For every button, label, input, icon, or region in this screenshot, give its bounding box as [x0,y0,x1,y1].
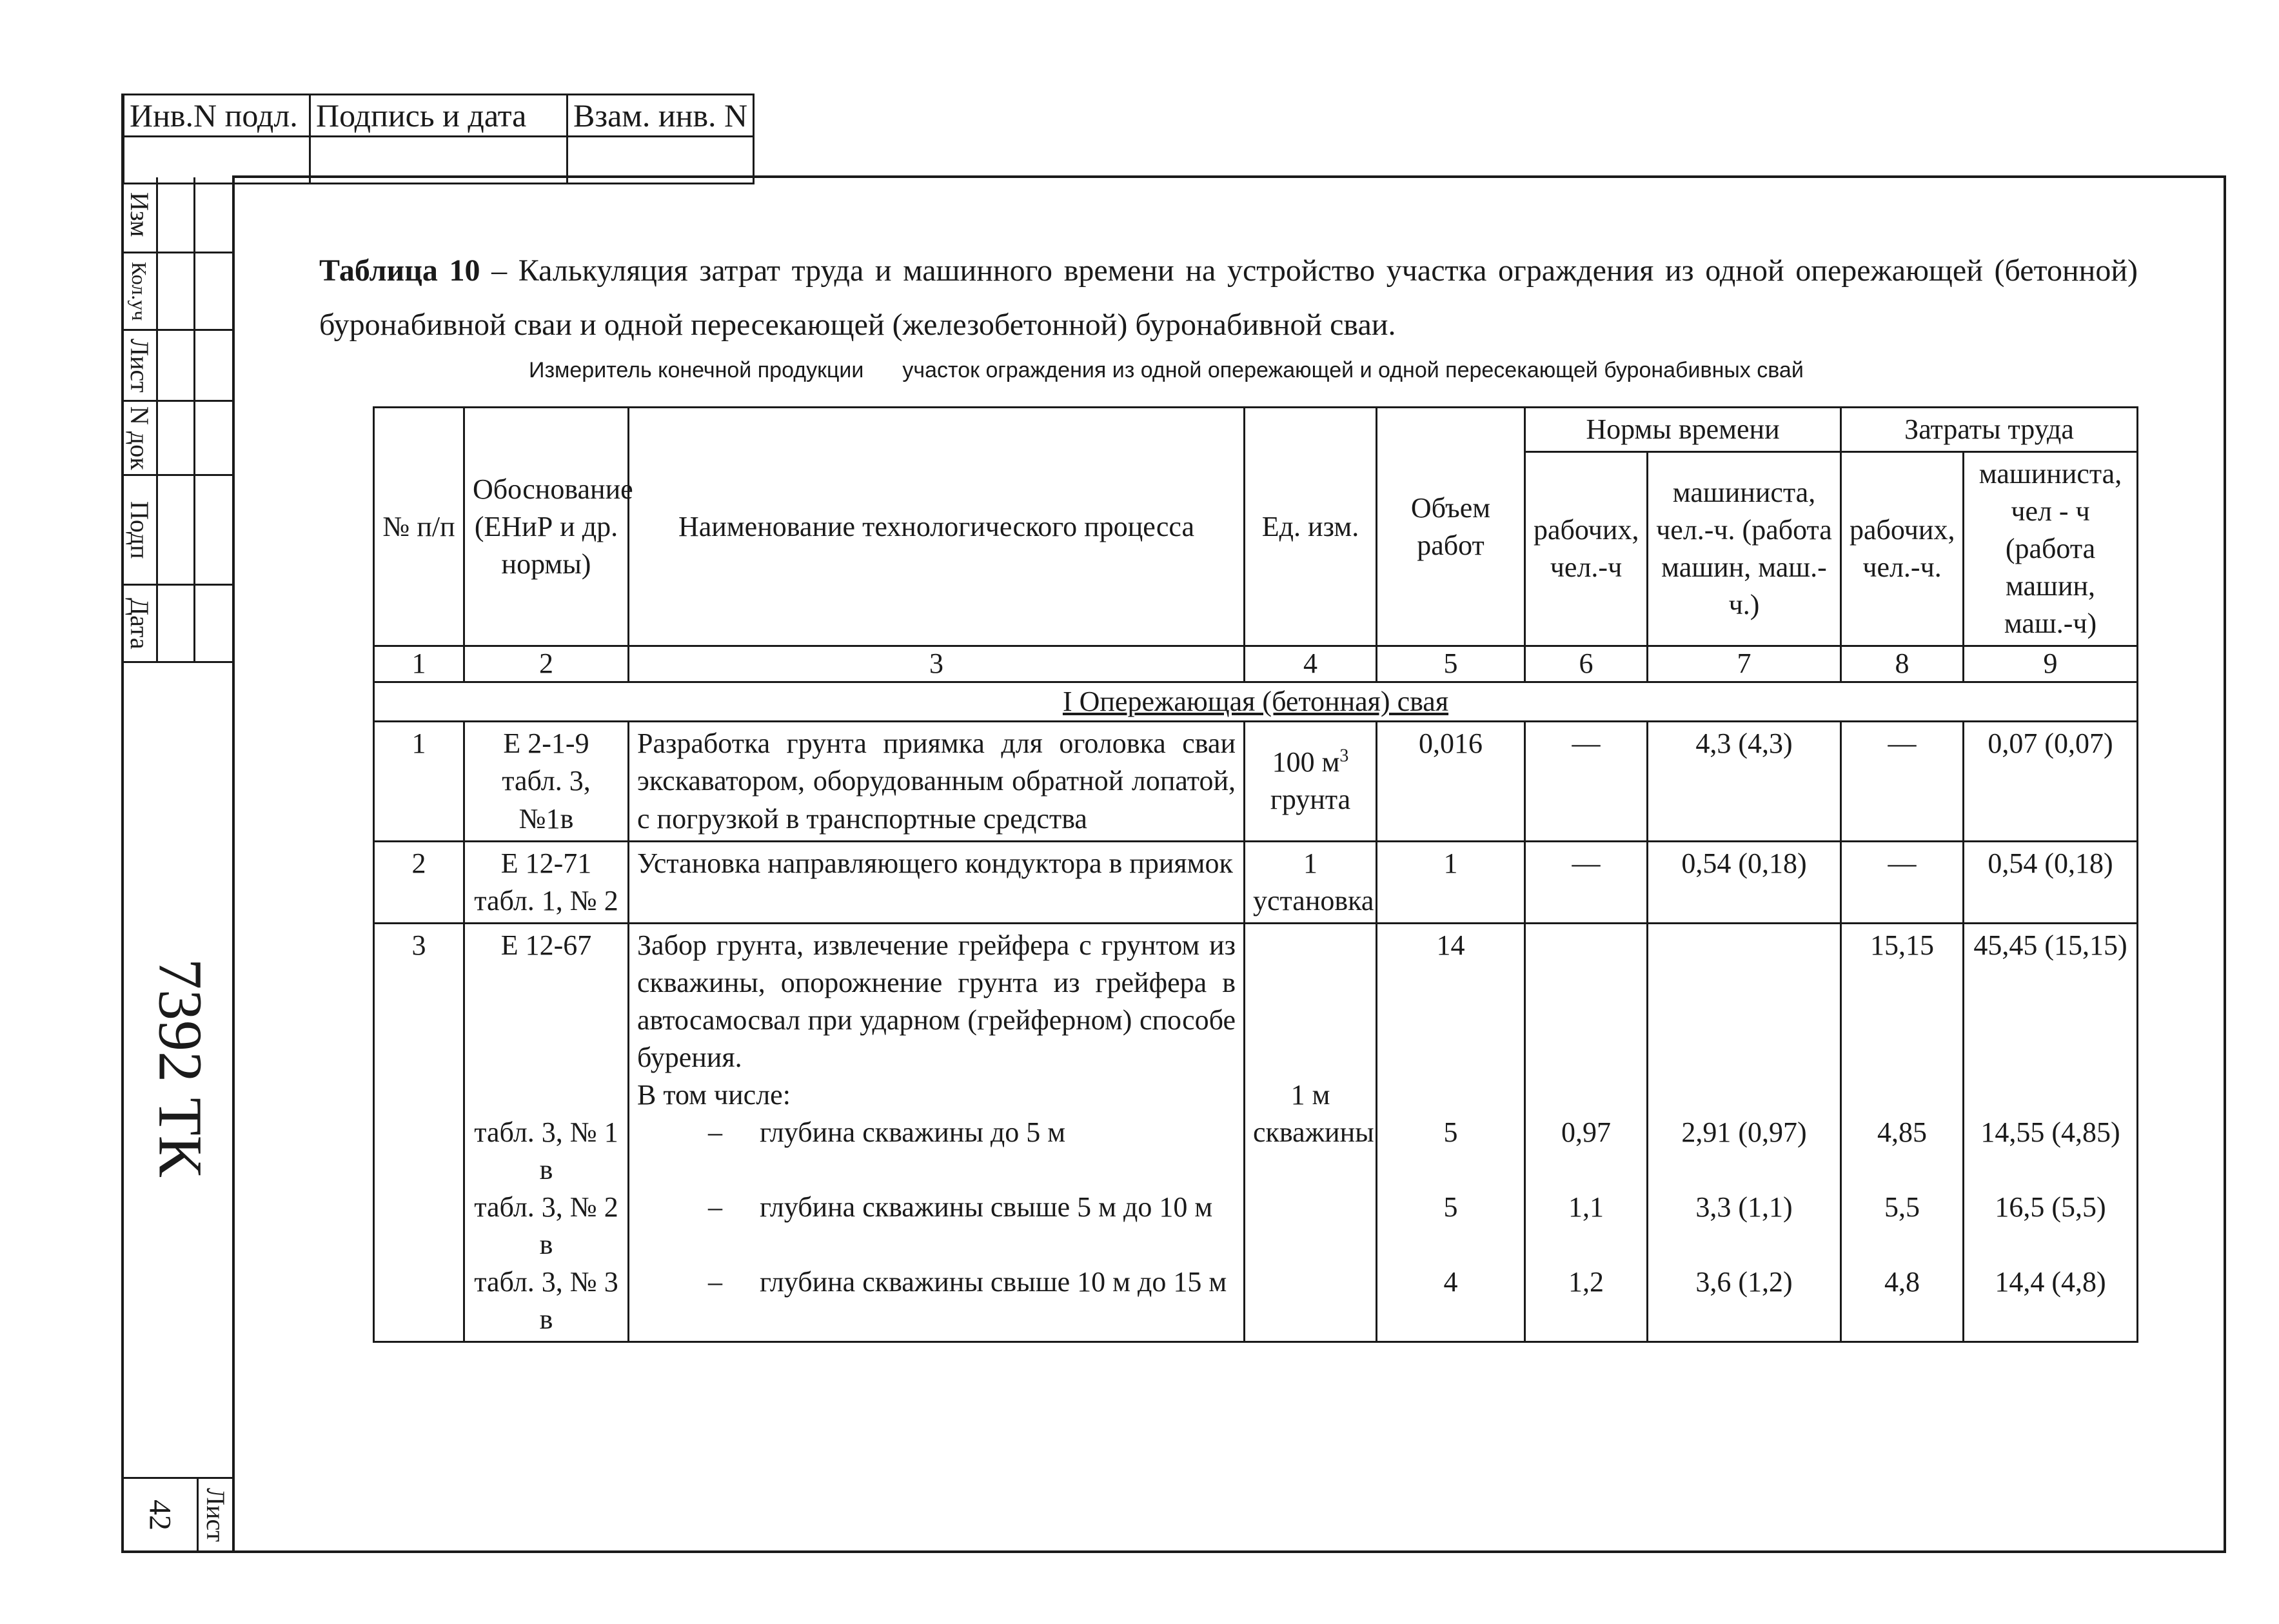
subrow-basis: табл. 3, № 3 в [474,1265,618,1335]
row-machinist-norm: 4,3 (4,3) [1648,722,1841,841]
row-machinist-labor [1964,923,2138,1342]
side-cell-izm [123,177,156,252]
subrow-workers-labor: 4,8 [1884,1265,1920,1298]
row-workers-labor: — [1841,841,1964,923]
meter-label: Измеритель конечной продукции [529,358,864,382]
subrow-machinist-labor: 14,55 (4,85) [1980,1116,2120,1148]
header-machinist-norm: машиниста, чел.-ч. (работа машин, маш.-ч.) [1648,452,1841,646]
signature-date-value [310,137,567,184]
subrow-volume: 5 [1443,1116,1458,1148]
row-workers-norm: — [1525,722,1648,841]
sheet-label-cell [199,1479,232,1550]
section-title: I Опережающая (бетонная) свая [1062,686,1449,718]
subrow-machinist-norm: 2,91 (0,97) [1681,1116,1807,1148]
row-unit-main: 100 м [1272,746,1340,778]
col-number: 3 [629,646,1245,682]
subrow-basis: табл. 3, № 2 в [474,1191,618,1260]
row-volume: 0,016 [1377,722,1525,841]
table-caption-label: Таблица 10 [319,253,480,288]
subrow-workers-norm: 0,97 [1561,1116,1611,1148]
subrow-machinist-norm: 3,3 (1,1) [1695,1191,1793,1223]
header-unit: Ед. изм. [1245,408,1377,646]
row-unit [1245,923,1377,1342]
row-num: 3 [374,923,464,1342]
sheet-label: Лист [201,1487,230,1542]
subrow-name-text: глубина скважины свыше 10 м до 15 м [760,1266,1227,1298]
header-name: Наименование технологического процесса [629,408,1245,646]
col-number: 5 [1377,646,1525,682]
vzam-inv-label: Взам. инв. N [567,95,754,137]
subrow-workers-norm: 1,2 [1568,1265,1604,1298]
subrow-machinist-norm: 3,6 (1,2) [1695,1265,1793,1298]
col-number: 2 [464,646,629,682]
row-machinist-norm [1648,923,1841,1342]
row-unit-text: 1 м скважины [1253,1078,1374,1148]
subrow-name-text: глубина скважины свыше 5 м до 10 м [760,1191,1213,1223]
n-dok-label: N док [125,406,154,470]
sheet-number-cell [123,1479,197,1550]
table-row [374,923,2138,1342]
row-including-label: В том числе: [637,1079,791,1111]
col-number: 1 [374,646,464,682]
row-basis: Е 2-1-9 табл. 3, №1в [464,722,629,841]
row-volume-main: 14 [1436,929,1465,961]
side-cell-list [123,331,156,400]
table-caption [319,244,2138,352]
row-machinist-norm: 0,54 (0,18) [1648,841,1841,923]
vzam-inv-value [567,137,754,184]
kol-uch-label: Кол.уч [128,261,151,321]
subrow-workers-labor: 4,85 [1877,1116,1928,1148]
header-workers-norm: рабочих, чел.-ч [1525,452,1648,646]
row-machinist-labor: 0,07 (0,07) [1964,722,2138,841]
row-name: Разработка грунта приямка для оголовка сваи экскаватором, оборудованным обратной лопатой, с погрузкой в транспортные средства [629,722,1245,841]
subrow-machinist-labor: 14,4 (4,8) [1995,1265,2106,1298]
subrow-name: – глубина скважины свыше 5 м до 10 м [708,1191,1213,1223]
subrow-volume: 4 [1443,1265,1458,1298]
row-basis [464,923,629,1342]
row-num: 1 [374,722,464,841]
inv-podl-label: Инв.N подл. [124,95,310,137]
row-name-main: Забор грунта, извлечение грейфера с грунтом из скважины, опорожнение грунта из грейфера в автосамосвал при ударном (грейферном) способе бурения. [637,929,1236,1073]
subrow-workers-norm: 1,1 [1568,1191,1604,1223]
frame-bottom-line [123,1550,2226,1553]
subrow-name: – глубина скважины до 5 м [708,1116,1066,1149]
subrow-basis: табл. 3, № 1 в [474,1116,618,1185]
row-machinist-labor: 0,54 (0,18) [1964,841,2138,923]
header-row-1 [374,408,2138,452]
subrow-workers-labor: 5,5 [1884,1191,1920,1223]
header-num: № п/п [374,408,464,646]
col-number: 8 [1841,646,1964,682]
header-norms: Нормы времени [1525,408,1841,452]
list-label: Лист [125,338,154,393]
side-stamp-col2-line [193,177,195,661]
header-volume: Объем работ [1377,408,1525,646]
frame-right-line [2224,175,2226,1553]
product-meter [529,358,2141,383]
col-number: 4 [1245,646,1377,682]
row-name [629,923,1245,1342]
row-unit: 1 установка [1245,841,1377,923]
col-number: 7 [1648,646,1841,682]
row-basis: Е 12-71 табл. 1, № 2 [464,841,629,923]
row-workers-labor [1841,923,1964,1342]
row-num: 2 [374,841,464,923]
podp-label: Подп [125,500,154,559]
subrow-volume: 5 [1443,1191,1458,1223]
header-workers-labor: рабочих, чел.-ч. [1841,452,1964,646]
row-workers-norm [1525,923,1648,1342]
header-basis: Обоснование (ЕНиР и др. нормы) [464,408,629,646]
meter-value: участок ограждения из одной опережающей и одной пересекающей буронабивных свай [902,358,1804,382]
sheet-number: 42 [143,1499,177,1530]
side-cell-data [123,586,156,661]
header-labor: Затраты труда [1841,408,2138,452]
row-volume [1377,923,1525,1342]
inv-podl-value [124,137,310,184]
data-label: Дата [125,597,154,649]
document-code [123,664,239,1471]
row-unit-sup: 3 [1339,746,1349,766]
row-workers-labor-main: 15,15 [1870,929,1935,961]
subrow-name: – глубина скважины свыше 10 м до 15 м [708,1266,1227,1298]
section-row [374,682,2138,722]
table-row [374,841,2138,923]
side-cell-kol-uch [123,253,156,329]
labor-cost-table [373,406,2138,1343]
signature-date-label: Подпись и дата [310,95,567,137]
top-stamp [123,94,755,184]
document-code-text: 7392 ТК [146,958,215,1177]
col-number: 9 [1964,646,2138,682]
row-unit [1245,722,1377,841]
side-stamp-col1-line [156,177,158,661]
table-caption-text: – Калькуляция затрат труда и машинного времени на устройство участка ограждения из одной опережающей (бетонной) буронабивной сваи и одной пересекающей (железобетонной) буронабивной сваи. [319,253,2138,342]
row-volume: 1 [1377,841,1525,923]
subrow-name-text: глубина скважины до 5 м [760,1116,1066,1149]
side-stamp-bottom-line [123,661,233,663]
row-basis-main: Е 12-67 [500,929,592,961]
header-machinist-labor: машиниста, чел - ч (работа машин, маш.-ч) [1964,452,2138,646]
col-number: 6 [1525,646,1648,682]
column-number-row [374,646,2138,682]
izm-label: Изм [125,192,154,237]
table-row [374,722,2138,841]
row-unit-tail: грунта [1270,784,1351,816]
row-workers-norm: — [1525,841,1648,923]
side-cell-podp [123,476,156,584]
row-workers-labor: — [1841,722,1964,841]
row-machinist-labor-main: 45,45 (15,15) [1973,929,2127,961]
side-cell-n-dok [123,402,156,474]
subrow-machinist-labor: 16,5 (5,5) [1995,1191,2106,1223]
row-name: Установка направляющего кондуктора в приямок [629,841,1245,923]
